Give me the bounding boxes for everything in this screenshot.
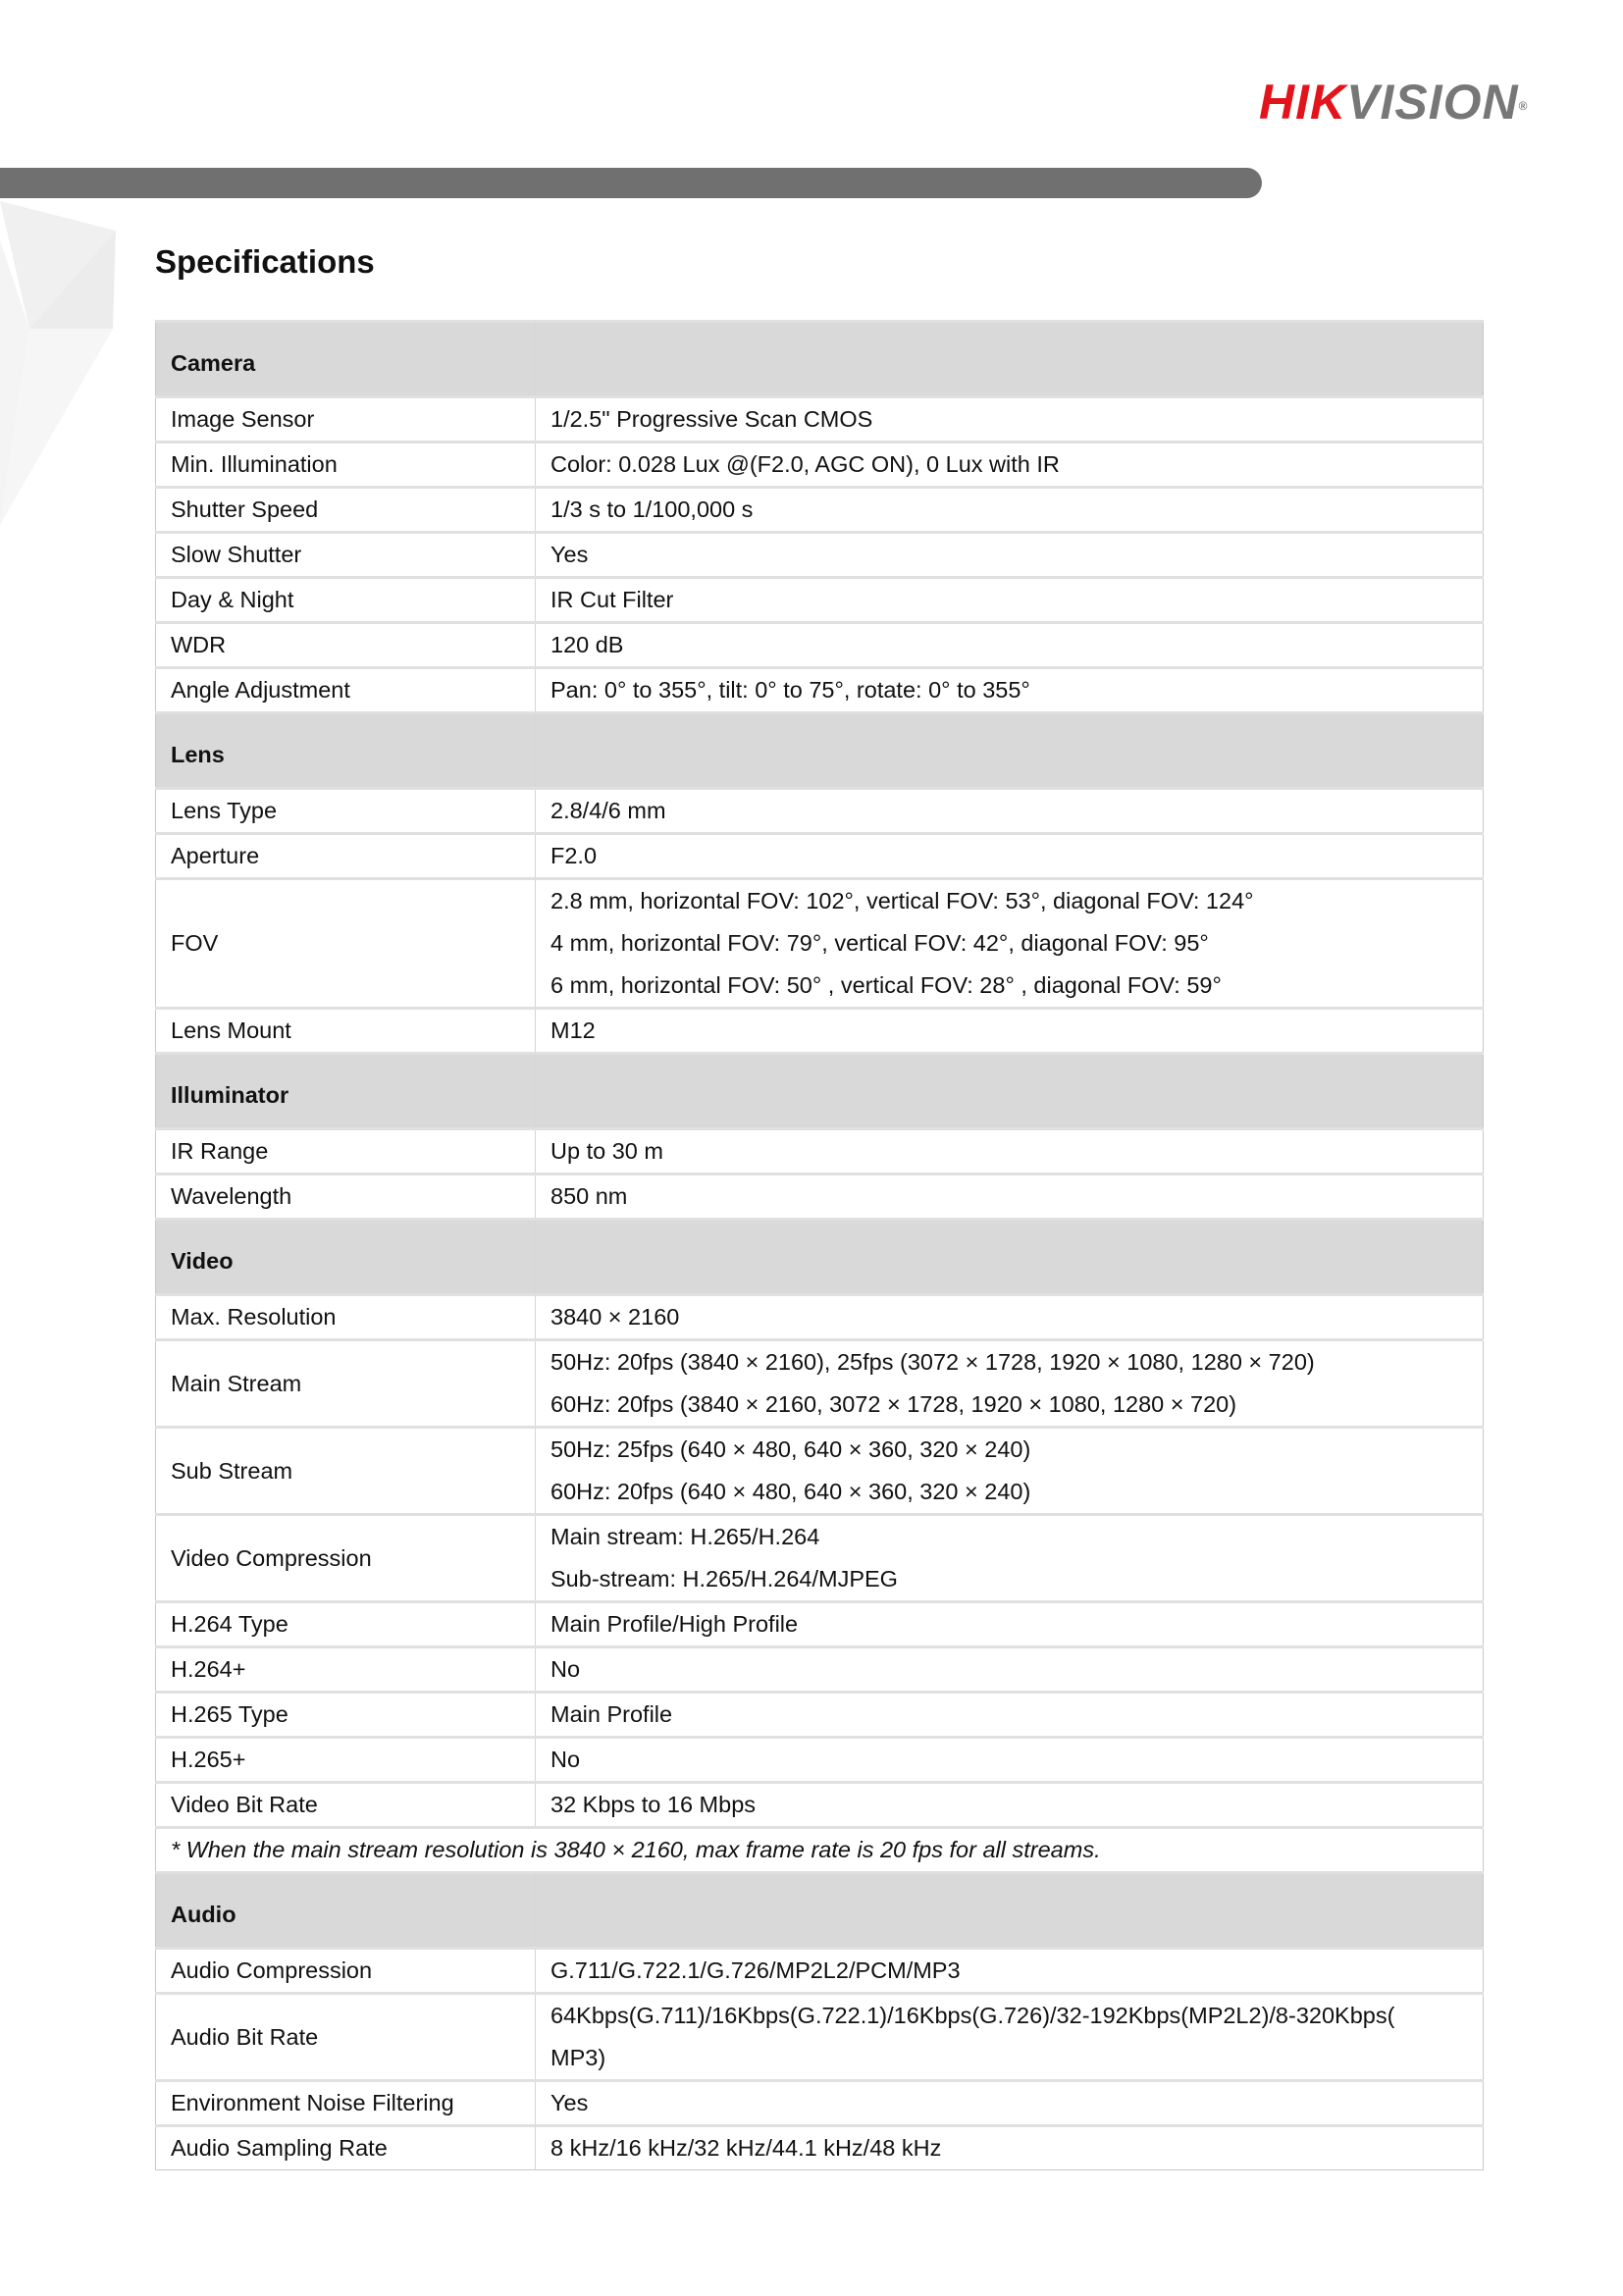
spec-label: Wavelength	[156, 1174, 536, 1220]
spec-label: Audio Bit Rate	[156, 1994, 536, 2081]
spec-label: H.264+	[156, 1647, 536, 1693]
table-row	[156, 1340, 1484, 1428]
table-row	[156, 443, 1484, 488]
spec-value	[536, 1428, 1484, 1515]
table-row	[156, 578, 1484, 623]
spec-value-line: Main stream: H.265/H.264	[550, 1524, 820, 1549]
spec-value-line: 2.8 mm, horizontal FOV: 102°, vertical FOV: 53°, diagonal FOV: 124°	[550, 888, 1254, 913]
spec-label: FOV	[156, 879, 536, 1009]
spec-value: IR Cut Filter	[536, 578, 1484, 623]
page-title: Specifications	[155, 243, 375, 280]
spec-value: 120 dB	[536, 623, 1484, 668]
spec-label: Max. Resolution	[156, 1295, 536, 1340]
table-row	[156, 2081, 1484, 2126]
table-row	[156, 1428, 1484, 1515]
table-row	[156, 488, 1484, 533]
registered-mark: ®	[1518, 99, 1529, 113]
spec-label: Lens Mount	[156, 1009, 536, 1054]
table-row	[156, 1009, 1484, 1054]
header-bar	[0, 168, 1262, 198]
spec-value: 3840 × 2160	[536, 1295, 1484, 1340]
spec-value: Yes	[536, 533, 1484, 578]
spec-value-line: 6 mm, horizontal FOV: 50° , vertical FOV: 28° , diagonal FOV: 59°	[550, 972, 1222, 998]
table-row	[156, 1602, 1484, 1647]
spec-value: 1/3 s to 1/100,000 s	[536, 488, 1484, 533]
spec-label: H.265 Type	[156, 1693, 536, 1738]
spec-label: Sub Stream	[156, 1428, 536, 1515]
table-row	[156, 834, 1484, 879]
table-row	[156, 397, 1484, 443]
spec-label: Slow Shutter	[156, 533, 536, 578]
spec-value: No	[536, 1738, 1484, 1783]
spec-label: H.264 Type	[156, 1602, 536, 1647]
table-row	[156, 1295, 1484, 1340]
section-illuminator	[156, 1054, 1484, 1129]
spec-value: F2.0	[536, 834, 1484, 879]
spec-value: M12	[536, 1009, 1484, 1054]
table-row	[156, 1129, 1484, 1174]
spec-value-line: Sub-stream: H.265/H.264/MJPEG	[550, 1566, 898, 1592]
table-row	[156, 1949, 1484, 1994]
hikvision-logo	[1259, 75, 1563, 130]
spec-value-line: 64Kbps(G.711)/16Kbps(G.722.1)/16Kbps(G.726)/32-192Kbps(MP2L2)/8-320Kbps(	[550, 2003, 1395, 2028]
table-row	[156, 1738, 1484, 1783]
section-title: Lens	[156, 713, 536, 789]
spec-label: Video Bit Rate	[156, 1783, 536, 1828]
table-row	[156, 623, 1484, 668]
table-row	[156, 1693, 1484, 1738]
spec-value: G.711/G.722.1/G.726/MP2L2/PCM/MP3	[536, 1949, 1484, 1994]
spec-label: Audio Sampling Rate	[156, 2126, 536, 2170]
table-row	[156, 1647, 1484, 1693]
section-lens	[156, 713, 1484, 789]
spec-value: Yes	[536, 2081, 1484, 2126]
spec-value	[536, 1994, 1484, 2081]
logo-grey-part: VISION	[1346, 75, 1519, 130]
section-title: Video	[156, 1220, 536, 1295]
spec-value-line: 4 mm, horizontal FOV: 79°, vertical FOV: 42°, diagonal FOV: 95°	[550, 930, 1209, 956]
spec-value-line: 50Hz: 20fps (3840 × 2160), 25fps (3072 × 1728, 1920 × 1080, 1280 × 720)	[550, 1349, 1315, 1375]
table-row	[156, 668, 1484, 713]
table-row	[156, 879, 1484, 1009]
video-footnote-row	[156, 1828, 1484, 1873]
spec-label: Day & Night	[156, 578, 536, 623]
spec-label: Environment Noise Filtering	[156, 2081, 536, 2126]
section-title: Audio	[156, 1873, 536, 1949]
table-row	[156, 1994, 1484, 2081]
video-footnote: * When the main stream resolution is 3840 × 2160, max frame rate is 20 fps for all streams.	[156, 1828, 1484, 1873]
section-audio	[156, 1873, 1484, 1949]
spec-value-line: 50Hz: 25fps (640 × 480, 640 × 360, 320 × 240)	[550, 1436, 1031, 1462]
spec-value-line: MP3)	[550, 2045, 606, 2070]
decorative-shard-watermark	[0, 201, 123, 525]
table-row	[156, 533, 1484, 578]
spec-label: Image Sensor	[156, 397, 536, 443]
spec-value: Main Profile/High Profile	[536, 1602, 1484, 1647]
table-row	[156, 1783, 1484, 1828]
spec-value: Main Profile	[536, 1693, 1484, 1738]
spec-label: Audio Compression	[156, 1949, 536, 1994]
spec-value	[536, 1340, 1484, 1428]
spec-label: Min. Illumination	[156, 443, 536, 488]
section-title: Illuminator	[156, 1054, 536, 1129]
table-row	[156, 1174, 1484, 1220]
section-video	[156, 1220, 1484, 1295]
section-title: Camera	[156, 322, 536, 397]
spec-label: H.265+	[156, 1738, 536, 1783]
spec-label: Main Stream	[156, 1340, 536, 1428]
spec-value: Pan: 0° to 355°, tilt: 0° to 75°, rotate: 0° to 355°	[536, 668, 1484, 713]
specifications-table	[155, 320, 1484, 2170]
logo-red-part: HIK	[1259, 75, 1347, 130]
spec-value	[536, 1515, 1484, 1602]
table-row	[156, 2126, 1484, 2170]
section-camera	[156, 322, 1484, 397]
spec-value: Up to 30 m	[536, 1129, 1484, 1174]
spec-value: 850 nm	[536, 1174, 1484, 1220]
spec-label: Aperture	[156, 834, 536, 879]
spec-label: Lens Type	[156, 789, 536, 834]
table-row	[156, 1515, 1484, 1602]
spec-value: 1/2.5" Progressive Scan CMOS	[536, 397, 1484, 443]
spec-label: Angle Adjustment	[156, 668, 536, 713]
table-row	[156, 789, 1484, 834]
spec-label: Shutter Speed	[156, 488, 536, 533]
spec-value-line: 60Hz: 20fps (640 × 480, 640 × 360, 320 × 240)	[550, 1479, 1031, 1504]
spec-label: WDR	[156, 623, 536, 668]
spec-value: 32 Kbps to 16 Mbps	[536, 1783, 1484, 1828]
spec-value: Color: 0.028 Lux @(F2.0, AGC ON), 0 Lux with IR	[536, 443, 1484, 488]
spec-value	[536, 879, 1484, 1009]
spec-value: No	[536, 1647, 1484, 1693]
spec-value-line: 60Hz: 20fps (3840 × 2160, 3072 × 1728, 1920 × 1080, 1280 × 720)	[550, 1391, 1237, 1417]
spec-label: Video Compression	[156, 1515, 536, 1602]
spec-label: IR Range	[156, 1129, 536, 1174]
spec-value: 2.8/4/6 mm	[536, 789, 1484, 834]
spec-value: 8 kHz/16 kHz/32 kHz/44.1 kHz/48 kHz	[536, 2126, 1484, 2170]
